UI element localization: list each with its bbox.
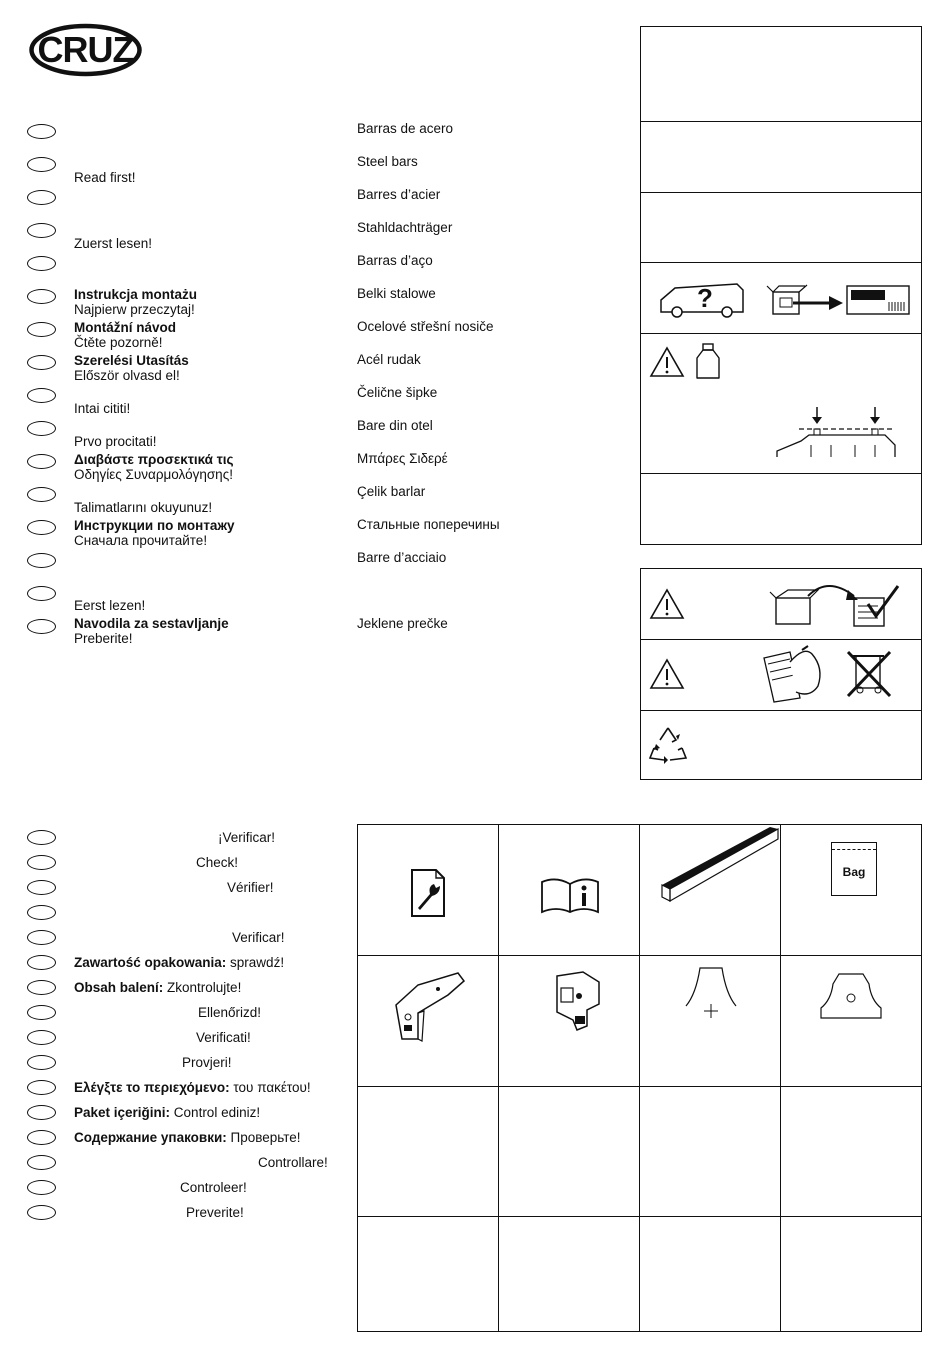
bag-icon bbox=[831, 842, 877, 896]
check-item bbox=[258, 1155, 328, 1170]
check-oval bbox=[27, 905, 56, 920]
read-first-text: Read first! bbox=[74, 170, 136, 185]
steel-bars-label: Jeklene prečke bbox=[357, 616, 448, 631]
check-item bbox=[74, 980, 241, 995]
read-first-item bbox=[74, 598, 145, 613]
language-oval bbox=[27, 619, 56, 634]
check-item bbox=[227, 880, 274, 895]
box-checklist-icon bbox=[768, 582, 904, 630]
check-oval bbox=[27, 1030, 56, 1045]
check-item-title: Paket içeriğini: bbox=[74, 1105, 171, 1120]
clamp-bracket-icon bbox=[553, 970, 603, 1032]
read-first-item bbox=[74, 401, 130, 416]
language-oval bbox=[27, 487, 56, 502]
read-first-text: Először olvasd el! bbox=[74, 368, 180, 383]
language-oval bbox=[27, 223, 56, 238]
read-first-item bbox=[74, 518, 235, 548]
recycle-icon bbox=[646, 724, 690, 766]
language-oval bbox=[27, 520, 56, 535]
check-item bbox=[232, 930, 285, 945]
steel-bars-label: Μπάρες Σιδερέ bbox=[357, 451, 448, 466]
check-item bbox=[182, 1055, 232, 1070]
read-first-text: Intai cititi! bbox=[74, 401, 131, 416]
read-first-text: Preberite! bbox=[74, 631, 133, 646]
read-first-title: Διαβάστε προσεκτικά τις bbox=[74, 452, 234, 467]
read-first-text: Eerst lezen! bbox=[74, 598, 146, 613]
check-oval bbox=[27, 1130, 56, 1145]
steel-bars-label: Čelične šipke bbox=[357, 385, 438, 400]
check-oval bbox=[27, 980, 56, 995]
check-oval bbox=[27, 855, 56, 870]
check-item-text: ¡Verificar! bbox=[218, 830, 276, 845]
language-oval bbox=[27, 190, 56, 205]
read-first-item bbox=[74, 616, 229, 646]
check-item-title: Obsah balení: bbox=[74, 980, 164, 995]
read-first-item bbox=[74, 170, 136, 185]
check-item bbox=[186, 1205, 244, 1220]
rubber-pad-hole-icon bbox=[819, 970, 883, 1020]
cruz-logo bbox=[29, 24, 142, 76]
check-item-text: sprawdź! bbox=[226, 955, 285, 970]
read-first-title: Инструкции по монтажу bbox=[74, 518, 235, 533]
check-oval bbox=[27, 880, 56, 895]
steel-bars-label: Barras d’aço bbox=[357, 253, 433, 268]
van-question-icon bbox=[657, 280, 747, 318]
info-book-icon bbox=[540, 876, 600, 914]
warning-icon bbox=[649, 658, 685, 690]
read-first-item bbox=[74, 287, 197, 317]
check-oval bbox=[27, 1105, 56, 1120]
read-first-text: Οδηγίες Συναρμολόγησης! bbox=[74, 467, 233, 482]
box-arrow-label-icon bbox=[765, 282, 911, 318]
svg-text:?: ? bbox=[697, 283, 713, 313]
check-oval bbox=[27, 1055, 56, 1070]
bag-label: Bag bbox=[842, 865, 866, 879]
crossed-bin-icon bbox=[844, 648, 894, 698]
steel-bars-label: Ocelové střešní nosiče bbox=[357, 319, 494, 334]
read-first-text: Čtěte pozorně! bbox=[74, 335, 163, 350]
language-oval bbox=[27, 124, 56, 139]
steel-bar-icon bbox=[660, 825, 780, 905]
steel-bars-label: Bare din otel bbox=[357, 418, 433, 433]
language-oval bbox=[27, 586, 56, 601]
check-item-text: Check! bbox=[196, 855, 239, 870]
steel-bars-label: Çelik barlar bbox=[357, 484, 426, 499]
read-first-item bbox=[74, 236, 152, 251]
check-item-title: Содержание упаковки: bbox=[74, 1130, 227, 1145]
check-item-text: Verificar! bbox=[232, 930, 285, 945]
check-oval bbox=[27, 1205, 56, 1220]
check-item-text: Ellenőrizd! bbox=[198, 1005, 262, 1020]
check-oval bbox=[27, 955, 56, 970]
language-oval bbox=[27, 355, 56, 370]
read-first-item bbox=[74, 434, 157, 449]
check-oval bbox=[27, 1155, 56, 1170]
check-oval bbox=[27, 1180, 56, 1195]
check-item bbox=[180, 1180, 247, 1195]
check-item-title: Ελέγξτε το περιεχόμενο: bbox=[74, 1080, 230, 1095]
check-oval bbox=[27, 830, 56, 845]
read-first-item bbox=[74, 500, 212, 515]
read-first-item bbox=[74, 452, 234, 482]
steel-bars-label: Belki stalowe bbox=[357, 286, 436, 301]
check-item-text: Preverite! bbox=[186, 1205, 244, 1220]
steel-bars-label: Barras de acero bbox=[357, 121, 454, 136]
read-first-title: Navodila za sestavljanje bbox=[74, 616, 229, 631]
check-item-text: Controleer! bbox=[180, 1180, 247, 1195]
steel-bars-label: Acél rudak bbox=[357, 352, 421, 367]
check-item bbox=[74, 1105, 260, 1120]
steel-bars-label: Barres d’acier bbox=[357, 187, 441, 202]
manual-wrench-icon bbox=[408, 868, 448, 918]
steel-bars-label: Steel bars bbox=[357, 154, 418, 169]
check-item-text: Verificati! bbox=[196, 1030, 251, 1045]
check-item bbox=[196, 1030, 251, 1045]
read-first-text: Сначала прочитайте! bbox=[74, 533, 208, 548]
foot-bracket-icon bbox=[388, 965, 468, 1045]
warning-icon bbox=[649, 346, 685, 378]
read-first-title: Montážní návod bbox=[74, 320, 176, 335]
check-item-text: Zkontrolujte! bbox=[163, 980, 242, 995]
read-first-title: Szerelési Utasítás bbox=[74, 353, 189, 368]
check-oval bbox=[27, 1080, 56, 1095]
weight-icon bbox=[693, 342, 723, 382]
language-oval bbox=[27, 553, 56, 568]
check-item-text: Control ediniz! bbox=[170, 1105, 261, 1120]
check-item bbox=[74, 1080, 311, 1095]
read-first-item bbox=[74, 320, 176, 350]
car-roof-load-icon bbox=[775, 405, 899, 461]
check-oval bbox=[27, 930, 56, 945]
read-first-title: Instrukcja montażu bbox=[74, 287, 198, 302]
steel-bars-label: Стальные поперечины bbox=[357, 517, 500, 532]
read-first-text: Zuerst lesen! bbox=[74, 236, 153, 251]
check-item bbox=[74, 1130, 301, 1145]
check-item-text: Проверьте! bbox=[226, 1130, 301, 1145]
check-item bbox=[74, 955, 284, 970]
read-first-item bbox=[74, 353, 189, 383]
language-oval bbox=[27, 256, 56, 271]
check-item bbox=[218, 830, 275, 845]
steel-bars-label: Barre d’acciaio bbox=[357, 550, 447, 565]
hand-paper-icon bbox=[760, 644, 826, 704]
read-first-text: Talimatlarını okuyunuz! bbox=[74, 500, 213, 515]
steel-bars-label: Stahldachträger bbox=[357, 220, 453, 235]
language-oval bbox=[27, 289, 56, 304]
warning-icon bbox=[649, 588, 685, 620]
rubber-pad-plus-icon bbox=[682, 964, 740, 1024]
check-item-text: Controllare! bbox=[258, 1155, 328, 1170]
check-item-title: Zawartość opakowania: bbox=[74, 955, 227, 970]
check-oval bbox=[27, 1005, 56, 1020]
check-item bbox=[196, 855, 238, 870]
language-oval bbox=[27, 322, 56, 337]
check-item-text: του πακέτου! bbox=[229, 1080, 311, 1095]
language-oval bbox=[27, 421, 56, 436]
language-oval bbox=[27, 454, 56, 469]
check-item-text: Vérifier! bbox=[227, 880, 274, 895]
language-oval bbox=[27, 157, 56, 172]
logo-text: CRUZ bbox=[37, 29, 134, 70]
language-oval bbox=[27, 388, 56, 403]
read-first-text: Prvo procitati! bbox=[74, 434, 157, 449]
read-first-text: Najpierw przeczytaj! bbox=[74, 302, 195, 317]
check-item-text: Provjeri! bbox=[182, 1055, 232, 1070]
check-item bbox=[198, 1005, 261, 1020]
